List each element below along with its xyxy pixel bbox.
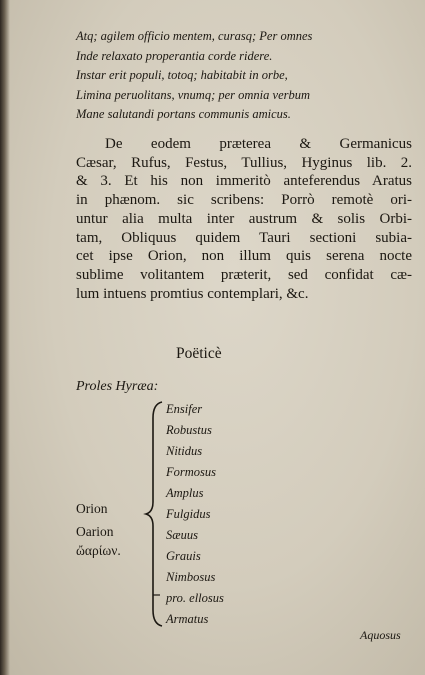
prose-line: tam, Obliquus quidem Tauri sectioni subia- bbox=[76, 229, 412, 246]
epithet-item: Amplus bbox=[166, 486, 204, 500]
epithet-item: pro. ellosus bbox=[166, 591, 224, 605]
verse-block bbox=[76, 27, 406, 125]
prose-line: Cæsar, Rufus, Festus, Tullius, Hyginus lib. 2. bbox=[76, 154, 412, 171]
epithet-item: Sæuus bbox=[166, 528, 198, 542]
verse-line: Instar erit populi, totoq; habitabit in orbe, bbox=[76, 68, 288, 83]
prose-line: cet ipse Orion, non illum quis serena nocte bbox=[76, 248, 412, 265]
proles-label: Proles Hyræa: bbox=[76, 379, 159, 394]
prose-line: lum intuens promtius contemplari, &c. bbox=[76, 285, 309, 302]
prose-line: sublime volitantem præterit, sed confidat cæ- bbox=[76, 266, 412, 283]
epithet-item: Nitidus bbox=[166, 444, 203, 458]
prose-line: untur alia multa inter austrum & solis Orbi- bbox=[76, 210, 412, 227]
verse-line: Mane salutandi portans communis amicus. bbox=[76, 107, 291, 122]
epithet-item: Grauis bbox=[166, 549, 201, 563]
prose-line: & 3. Et his non immeritò anteferendus Aratus bbox=[76, 173, 412, 190]
verse-line: Atq; agilem officio mentem, curasq; Per omnes bbox=[76, 29, 313, 43]
prose-paragraph bbox=[76, 135, 412, 303]
epithet-item: Fulgidus bbox=[166, 507, 211, 521]
epithet-item: Robustus bbox=[166, 423, 212, 437]
prose-line: De eodem præterea & Germanicus bbox=[105, 136, 412, 152]
oarion-label: Oarion bbox=[76, 524, 114, 539]
greek-label: ὤαρίων. bbox=[76, 543, 121, 558]
section-heading: Poëticè bbox=[176, 345, 222, 362]
verse-line: Limina peruolitans, vnumq; per omnia verbum bbox=[76, 87, 311, 102]
page-gutter-shadow bbox=[0, 0, 10, 675]
epithet-item: Ensifer bbox=[166, 402, 203, 416]
epithet-item: Formosus bbox=[166, 465, 217, 479]
orion-label: Orion bbox=[76, 501, 108, 516]
verse-line: Inde relaxato properantia corde ridere. bbox=[76, 48, 273, 63]
epithet-item: Nimbosus bbox=[166, 570, 216, 584]
prose-line: in phænom. sic scribens: Porrò remotè ori- bbox=[76, 192, 412, 209]
epithet-item: Armatus bbox=[166, 612, 209, 626]
catchword: Aquosus bbox=[360, 628, 401, 642]
